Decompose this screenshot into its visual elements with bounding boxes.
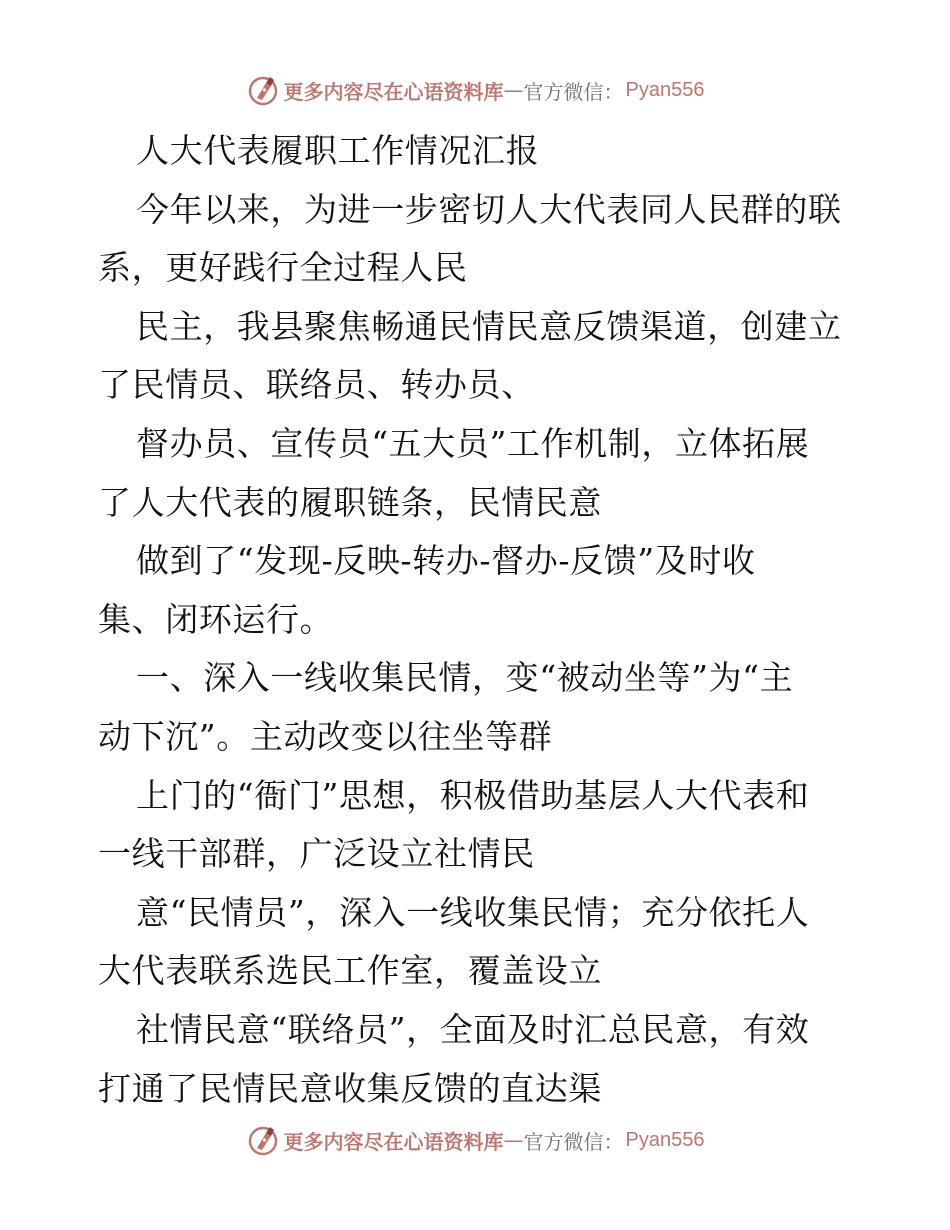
watermark-official-label: 官方微信：: [523, 79, 624, 104]
paragraph-line: 大代表联系选民工作室，覆盖设立: [98, 951, 602, 991]
paragraph-line-indented: 做到了“发现-反映-转办-督办-反馈”及时收: [136, 541, 756, 581]
pen-nib-logo-icon: [246, 73, 280, 107]
watermark-separator: —: [503, 1128, 524, 1152]
paragraph-line-indented: 民主，我县聚焦畅通民情民意反馈渠道，创建立: [136, 306, 842, 346]
paragraph-line: 了人大代表的履职链条，民情民意: [98, 482, 602, 522]
paragraph-line-indented: 上门的“衙门”思想，积极借助基层人大代表和: [136, 775, 810, 815]
paragraph-line: 系，更好践行全过程人民: [98, 248, 468, 288]
watermark-brand: 更多内容尽在心语资料库: [283, 79, 504, 104]
paragraph-line-indented: 督办员、宣传员“五大员”工作机制，立体拓展: [136, 423, 810, 463]
watermark-handle: Pyan556: [625, 78, 705, 101]
watermark-separator: —: [503, 78, 524, 102]
paragraph-line-indented: 一、深入一线收集民情，变“被动坐等”为“主: [136, 658, 794, 698]
document-body: [98, 122, 858, 1118]
paragraph-line: 集、闭环运行。: [98, 599, 334, 639]
watermark-official-label: 官方微信：: [523, 1129, 624, 1154]
paragraph-line-indented: 人大代表履职工作情况汇报: [136, 131, 540, 170]
watermark-brand: 更多内容尽在心语资料库: [283, 1129, 504, 1154]
watermark-handle: Pyan556: [625, 1128, 705, 1151]
header-watermark: [0, 70, 950, 110]
paragraph-line-indented: 社情民意“联络员”，全面及时汇总民意，有效: [136, 1009, 810, 1049]
footer-watermark: [0, 1120, 950, 1160]
paragraph-line-indented: 今年以来，为进一步密切人大代表同人民群的联: [136, 189, 842, 229]
paragraph-line: 动下沉”。主动改变以往坐等群: [98, 716, 553, 756]
pen-nib-logo-icon: [246, 1123, 280, 1157]
paragraph-line-indented: 意“民情员”，深入一线收集民情；充分依托人: [136, 892, 810, 932]
paragraph-line: 一线干部群，广泛设立社情民: [98, 834, 535, 874]
paragraph-line: 打通了民情民意收集反馈的直达渠: [98, 1068, 602, 1108]
paragraph-line: 了民情员、联络员、转办员、: [98, 365, 535, 405]
